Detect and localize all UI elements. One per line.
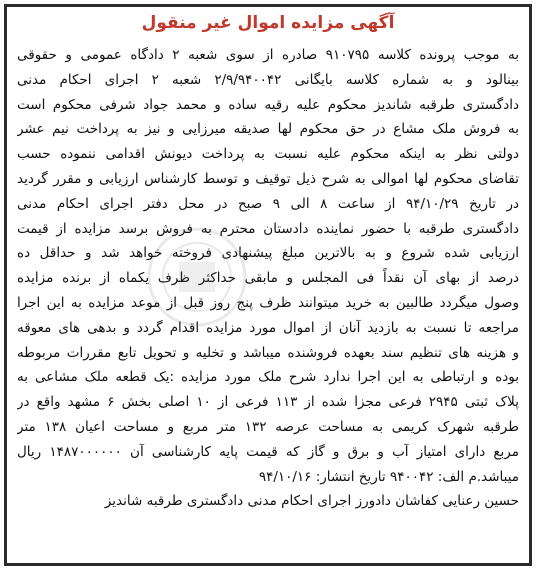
notice-line: در تاریخ ۹۴/۱۰/۲۹ از ساعت ۸ الی ۹ صبح در محل دفتر اجرای احکام مدنی	[17, 195, 519, 212]
notice-line: طرقبه شهرک کریمی به مساحت عرصه ۱۳۲ متر مربع و مساحت اعیان ۱۳۸ متر	[17, 418, 519, 435]
notice-line: میباشد.م الف: ۹۴۰۰۴۲ تاریخ انتشار: ۹۴/۱۰/۱۶	[258, 468, 519, 485]
notice-line: بوده و ارتباطی به این اجرا ندارد شرح ملک مورد مزایده :یک قطعه ملک مشاعی به	[17, 369, 519, 386]
notice-line: تقاضای محکوم لها اموالی به شرح ذیل توقیف و توسط کارشناس ارزیابی و مقرر گردید	[17, 170, 519, 187]
notice-line: بینالود و به شماره کلاسه بایگانی ۲/۹/۹۴۰۰۴۲ شعبه ۲ اجرای احکام مدنی	[17, 71, 519, 88]
notice-line: ارزیابی شده شروع و به بالاترین مبلغ پیشنهادی فروخته خواهد شد و حداقل ده	[17, 245, 519, 262]
notice-signature: حسین رعنایی کفاشان دادورز اجرای احکام مدنی دادگستری طرقبه شاندیز	[104, 493, 519, 510]
notice-line: مراجعه تا نسبت به بازدید آنان از اموال مورد مزایده اقدام گردد و بدهی های معوقه	[17, 319, 519, 336]
notice-line: درصد از بهای آن نقداً فی المجلس و مابقی حداکثر ظرف یکماه از برنده مزایده	[17, 270, 519, 287]
notice-line: دولتی نظر به اینکه محکوم علیه نسبت به پرداخت دیونش اقدامی ننموده حسب	[17, 146, 519, 163]
notice-line: دادگستری طرقبه با حضور نماینده دادستان محترم به فروش برسد مزایده از قیمت	[17, 220, 519, 237]
notice-box	[4, 4, 532, 566]
notice-line: پلاک ثبتی ۲۹۴۵ فرعی مجزا شده از ۱۱۳ فرعی از ۱۰ اصلی بخش ۶ مشهد واقع در	[17, 394, 519, 411]
notice-line: به فروش ملک مشاع در حق محکوم لها صدیقه میرزایی و نیز به پرداخت نیم عشر	[17, 121, 519, 138]
notice-line: وصول میگردد طالبین به خرید میتوانند ظرف پنج روز قبل از موعد مزایده به این اجرا	[17, 294, 519, 311]
notice-line: و هزینه های تنظیم سند بعهده فروشنده میباشد و تخلیه و تحویل تابع مقررات مربوطه	[17, 344, 519, 361]
notice-line: به موجب پرونده کلاسه ۹۱۰۷۹۵ صادره از سوی شعبه ۲ دادگاه عمومی و حقوقی	[17, 47, 519, 63]
notice-line: دادگستری طرقبه شاندیز محکوم علیه رقیه ساده و محمد جواد شرفی محکوم است	[17, 96, 519, 113]
notice-title: آگهی مزایده اموال غیر منقول	[141, 13, 395, 33]
notice-line: مربع دارای امتیاز آب و برق و گاز که قیمت پایه کارشناسی آن ۱۴۸۷۰۰۰۰۰۰ ریال	[17, 443, 519, 460]
